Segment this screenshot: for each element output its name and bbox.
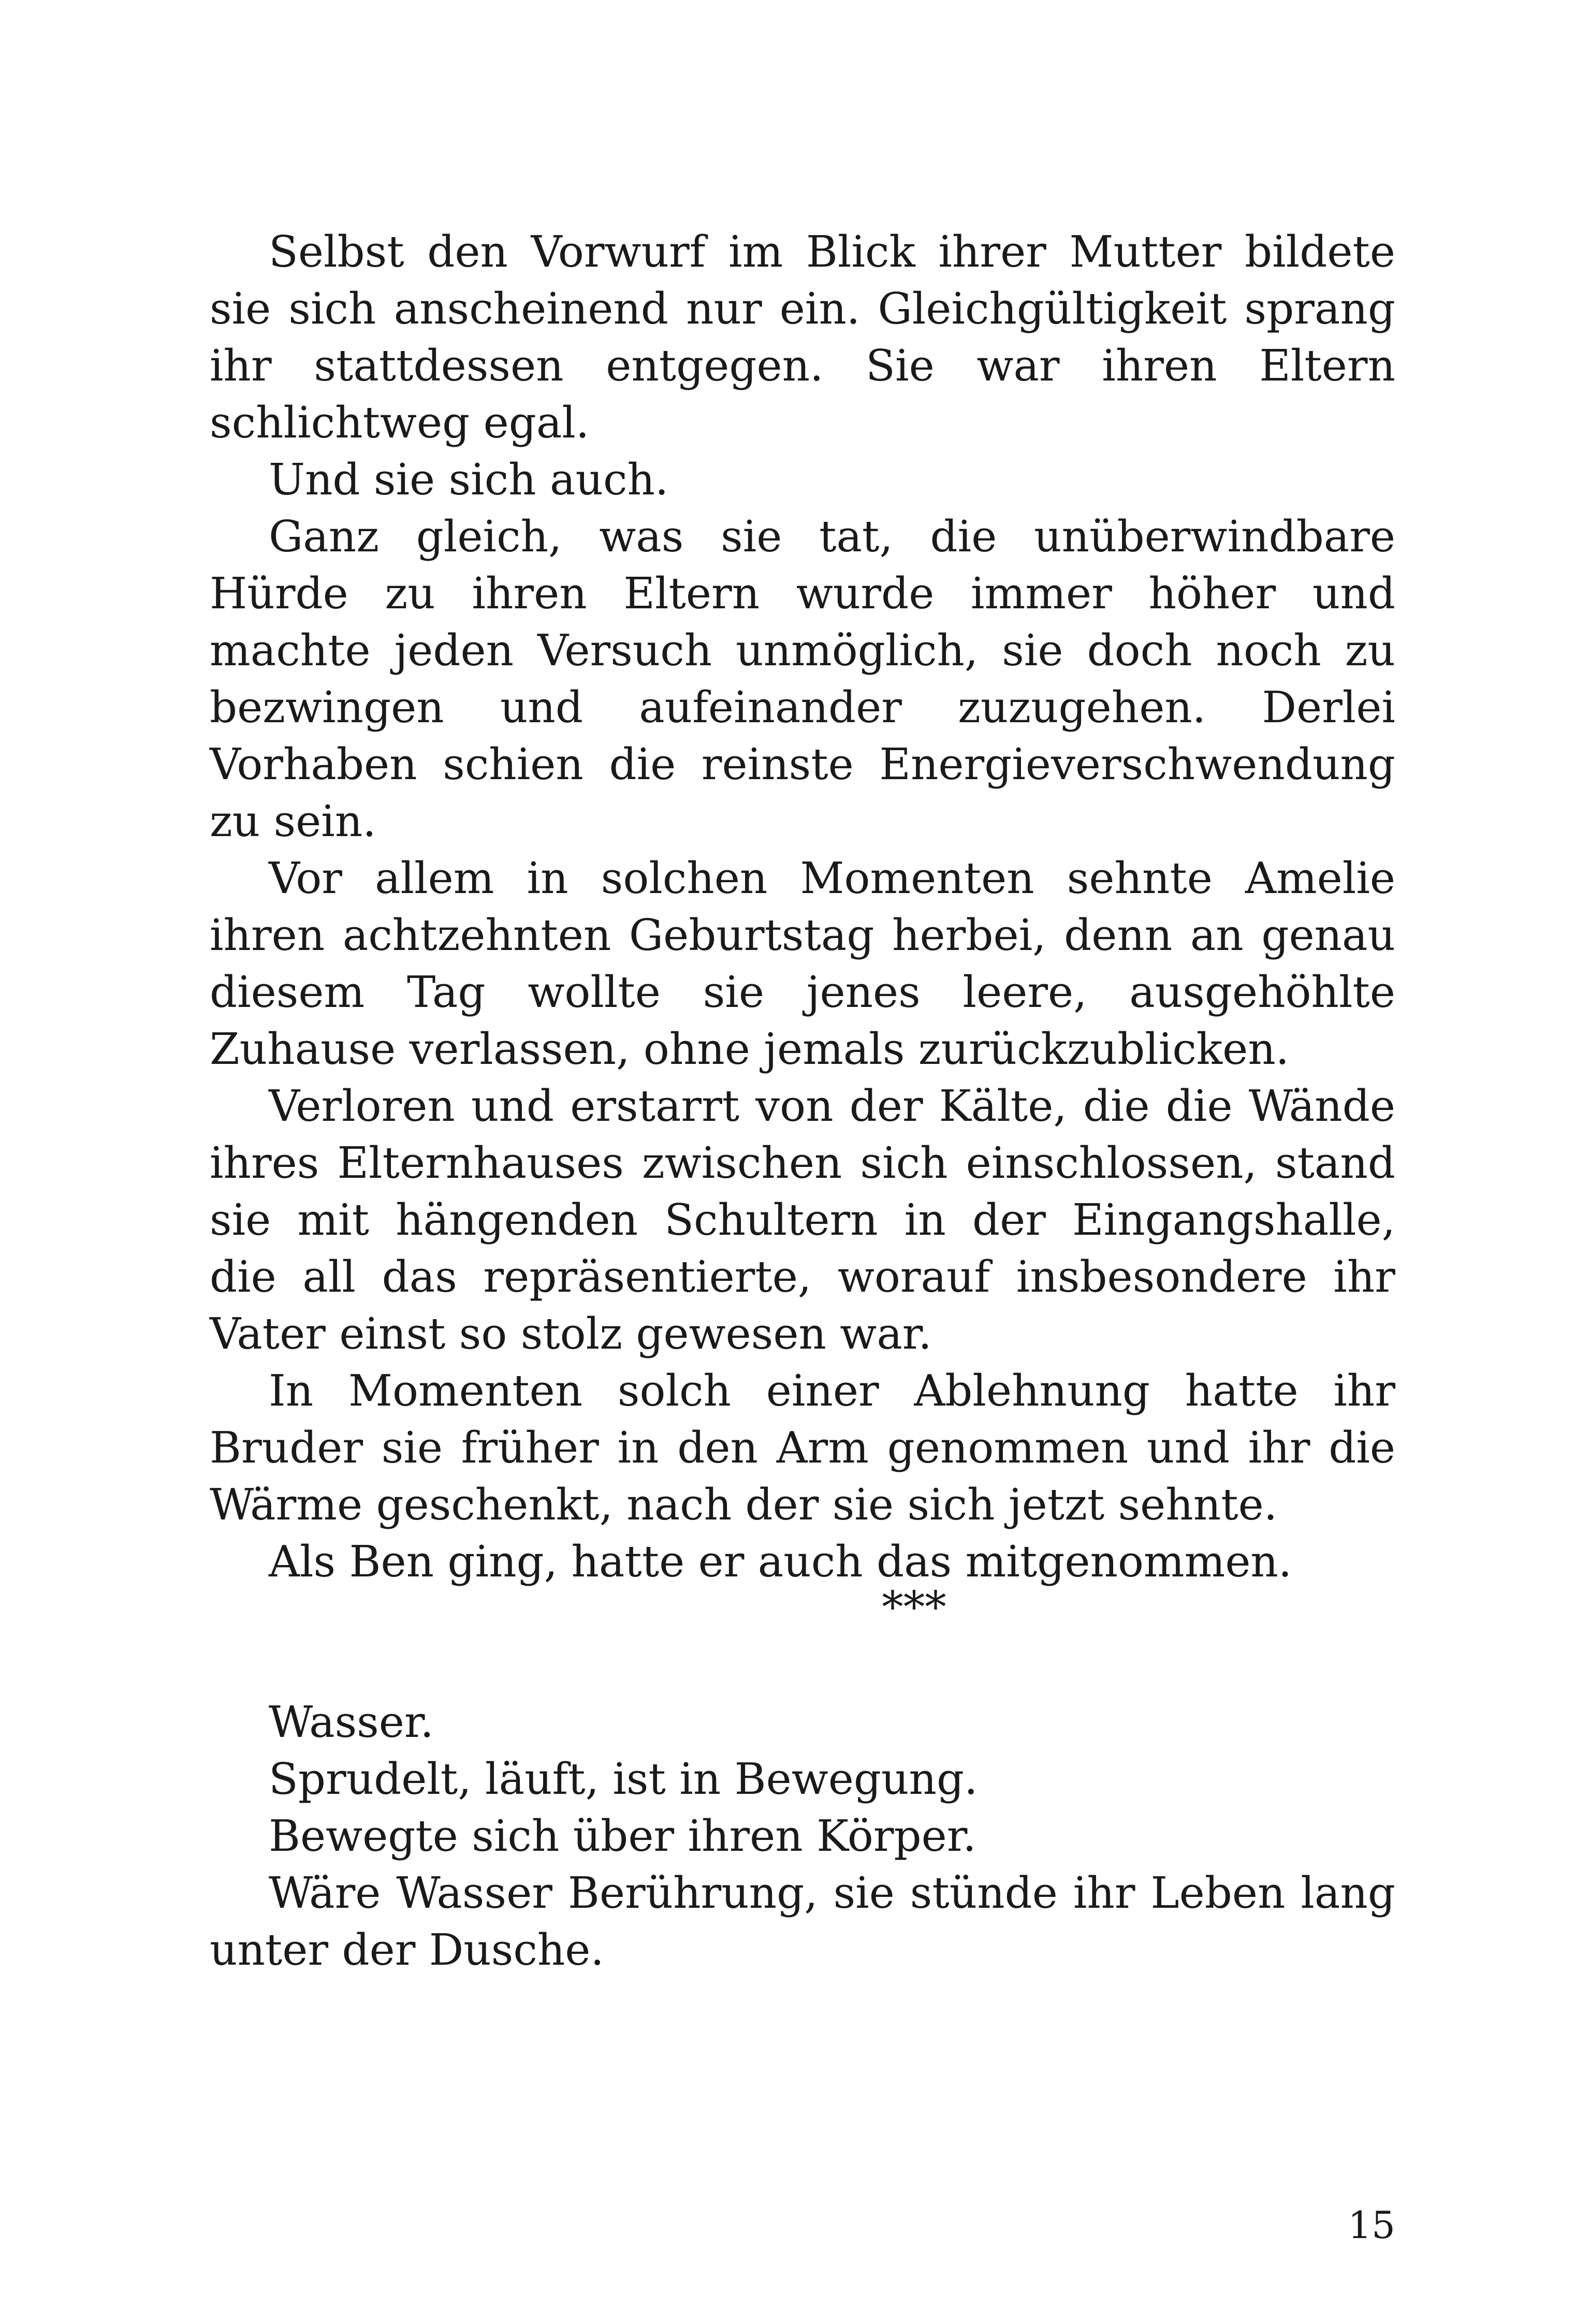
- paragraph: Verloren und erstarrt von der Kälte, die die Wände ihres Elternhauses zwischen sich einschlossen, stand sie mit hängenden Schultern in der Eingangshalle, die all das repräsentierte, worauf insbesondere ihr Vater einst so stolz gewesen war.: [210, 1081, 1395, 1359]
- paragraph: Ganz gleich, was sie tat, die unüberwindbare Hürde zu ihren Eltern wurde immer höher und machte jeden Versuch unmöglich, sie doch noch zu bezwingen und aufeinander zuzugehen. Derlei Vorhaben schien die reinste Energieverschwendung zu sein.: [210, 511, 1395, 846]
- paragraph: Als Ben ging, hatte er auch das mitgenommen.: [269, 1537, 1292, 1587]
- paragraph: Selbst den Vorwurf im Blick ihrer Mutter bildete sie sich anscheinend nur ein. Gleichgültigkeit sprang ihr stattdessen entgegen. Sie war ihren Eltern schlichtweg egal.: [210, 227, 1395, 448]
- section-separator: ***: [882, 1582, 946, 1632]
- paragraph: Bewegte sich über ihren Körper.: [269, 1811, 976, 1861]
- page-number: 15: [1348, 2203, 1395, 2247]
- paragraph: In Momenten solch einer Ablehnung hatte ihr Bruder sie früher in den Arm genommen und ihr die Wärme geschenkt, nach der sie sich jetzt sehnte.: [210, 1366, 1395, 1530]
- text-section-one: [210, 224, 1395, 1590]
- paragraph: Vor allem in solchen Momenten sehnte Amelie ihren achtzehnten Geburtstag herbei, denn an genau diesem Tag wollte sie jenes leere, ausgehöhlte Zuhause verlassen, ohne jemals zurückzublicken.: [210, 853, 1395, 1074]
- text-section-two: [210, 1694, 1395, 1979]
- paragraph: Wäre Wasser Berührung, sie stünde ihr Leben lang unter der Dusche.: [210, 1868, 1395, 1975]
- paragraph: Sprudelt, läuft, ist in Bewegung.: [269, 1754, 978, 1804]
- paragraph: Und sie sich auch.: [269, 455, 669, 505]
- paragraph: Wasser.: [269, 1697, 434, 1747]
